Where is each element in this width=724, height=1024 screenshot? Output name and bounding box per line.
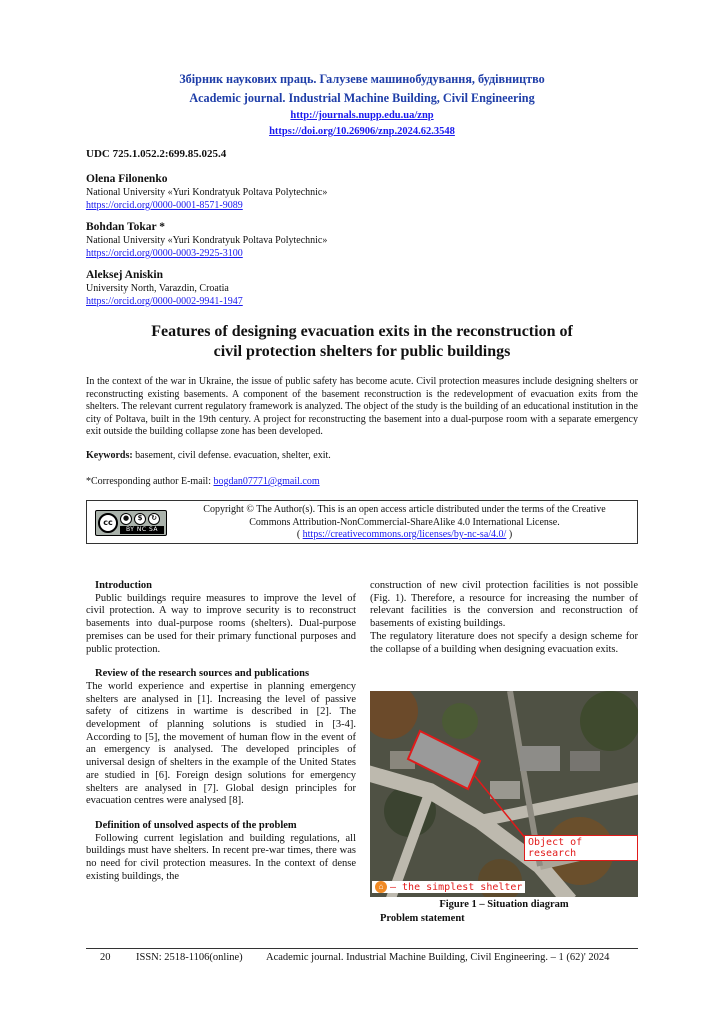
shelter-icon: ⌂ — [375, 881, 387, 893]
keywords-label: Keywords: — [86, 450, 133, 461]
author-block — [86, 172, 327, 212]
share-alike-icon: ↻ — [148, 513, 160, 525]
author-block — [86, 220, 327, 260]
shelter-legend — [372, 881, 525, 893]
keywords-text: basement, civil defense. evacuation, shelter, exit. — [132, 450, 331, 461]
figure-caption: Figure 1 – Situation diagram — [439, 899, 569, 910]
journal-title-ua: Збірник наукових праць. Галузеве машинобудування, будівництво — [179, 72, 545, 86]
corresponding-label: *Corresponding author E-mail: — [86, 476, 214, 487]
author-name: Olena Filonenko — [86, 173, 168, 185]
situation-diagram-figure — [370, 691, 638, 897]
author-name: Bohdan Tokar * — [86, 221, 166, 233]
abstract: In the context of the war in Ukraine, the issue of public safety has become acute. Civil protection measures include designing shelters or reconstructing existing basements. A component of the basement reconstruction is the redevelopment of evacuation exits from the shelters. The relevant current regulatory framework is analyzed. The object of the study is the building of an educational institution in the city of Poltava, built in the 19th century. A project for reconstructing the basement into a dual-purpose room with a separate emergency exit outside the building collapse zone has been developed. — [86, 376, 638, 437]
page-number: 20 — [100, 952, 111, 963]
paragraph: The world experience and expertise in planning emergency shelters are analysed in [1]. Increasing the level of passive safety of citizens in wartime is described in [2]. The development of planning solutions is studied in [3-4]. According to [5], the movement of human flow in the event of an emergency is analysed. The developed principles of universal design of shelters in the example of the United States are studied in [6]. Foreign design solutions for emergency shelters are analysed in [7]. Global design principles for evacuation centres were analysed [8]. — [86, 680, 356, 807]
journal-title-en: Academic journal. Industrial Machine Building, Civil Engineering — [189, 91, 535, 105]
orcid-link[interactable]: https://orcid.org/0000-0001-8571-9089 — [86, 199, 243, 211]
license-text: Copyright © The Author(s). This is an open access article distributed under the terms of the Creative Commons Attribution-NonCommercial-ShareAlike 4.0 International License. ( https://creativecommons.org/licenses/by-nc-sa/4.0/ ) — [203, 504, 606, 540]
author-affiliation: National University «Yuri Kondratyuk Poltava Polytechnic» — [86, 187, 328, 198]
right-column — [370, 580, 638, 656]
shelter-legend-text: – the simplest shelter — [390, 881, 523, 893]
paragraph: The regulatory literature does not specify a design scheme for the collapse of a building when designing evacuation exits. — [370, 630, 638, 655]
author-block — [86, 268, 243, 308]
paragraph: construction of new civil protection facilities is not possible (Fig. 1). Therefore, a resource for increasing the number of relevant facilities is the conversion and reconstruction of basements of existing buildings. — [370, 580, 638, 630]
paragraph: Following current legislation and building regulations, all buildings must have shelters. In recent pre-war times, there was no need for civil protection measures. In the context of dense existing buildings, the — [86, 832, 356, 882]
keywords — [86, 450, 638, 461]
section-heading: Review of the research sources and publications — [95, 668, 310, 680]
person-icon: ● — [120, 513, 132, 525]
author-name: Aleksej Aniskin — [86, 269, 164, 281]
paper-title-line: civil protection shelters for public buildings — [213, 343, 511, 360]
footer-divider — [86, 948, 638, 949]
author-affiliation: National University «Yuri Kondratyuk Poltava Polytechnic» — [86, 235, 328, 246]
paragraph: Public buildings require measures to improve the level of civil protection. A way to improve security is to reconstruct basements into dual-purpose rooms (shelters). Dual-purpose premises can be used for their primary functional purposes and public protection. — [86, 592, 356, 655]
corresponding-author — [86, 476, 320, 487]
page-footer — [86, 952, 638, 963]
author-affiliation: University North, Varazdin, Croatia — [86, 283, 229, 294]
paper-title — [86, 322, 638, 362]
doi-link[interactable]: https://doi.org/10.26906/znp.2024.62.3548 — [269, 126, 455, 137]
section-heading: Definition of unsolved aspects of the problem — [95, 819, 297, 831]
journal-reference: Academic journal. Industrial Machine Building, Civil Engineering. – 1 (62)' 2024 — [266, 952, 610, 963]
orcid-link[interactable]: https://orcid.org/0000-0003-2925-3100 — [86, 247, 243, 259]
license-url-link[interactable]: https://creativecommons.org/licenses/by-nc-sa/4.0/ — [302, 529, 507, 540]
cc-badge-text: BY NC SA — [120, 526, 164, 534]
no-dollar-icon: $ — [134, 513, 146, 525]
orcid-link[interactable]: https://orcid.org/0000-0002-9941-1947 — [86, 295, 243, 307]
udc-code: UDC 725.1.052.2:699.85.025.4 — [86, 148, 227, 160]
license-box — [86, 500, 638, 544]
cc-license-icon[interactable] — [95, 510, 167, 536]
author-email-link[interactable]: bogdan07771@gmail.com — [213, 476, 320, 487]
journal-url-link[interactable]: http://journals.nupp.edu.ua/znp — [290, 110, 434, 121]
journal-header — [0, 70, 724, 140]
left-column — [86, 580, 356, 883]
cc-icon: cc — [98, 513, 118, 533]
section-heading: Problem statement — [380, 913, 465, 924]
object-of-research-label: Object of research — [524, 835, 638, 861]
issn: ISSN: 2518-1106(online) — [136, 952, 243, 963]
section-heading: Introduction — [95, 580, 152, 591]
satellite-map-image — [370, 691, 638, 897]
paper-title-line: Features of designing evacuation exits in the reconstruction of — [151, 323, 573, 340]
